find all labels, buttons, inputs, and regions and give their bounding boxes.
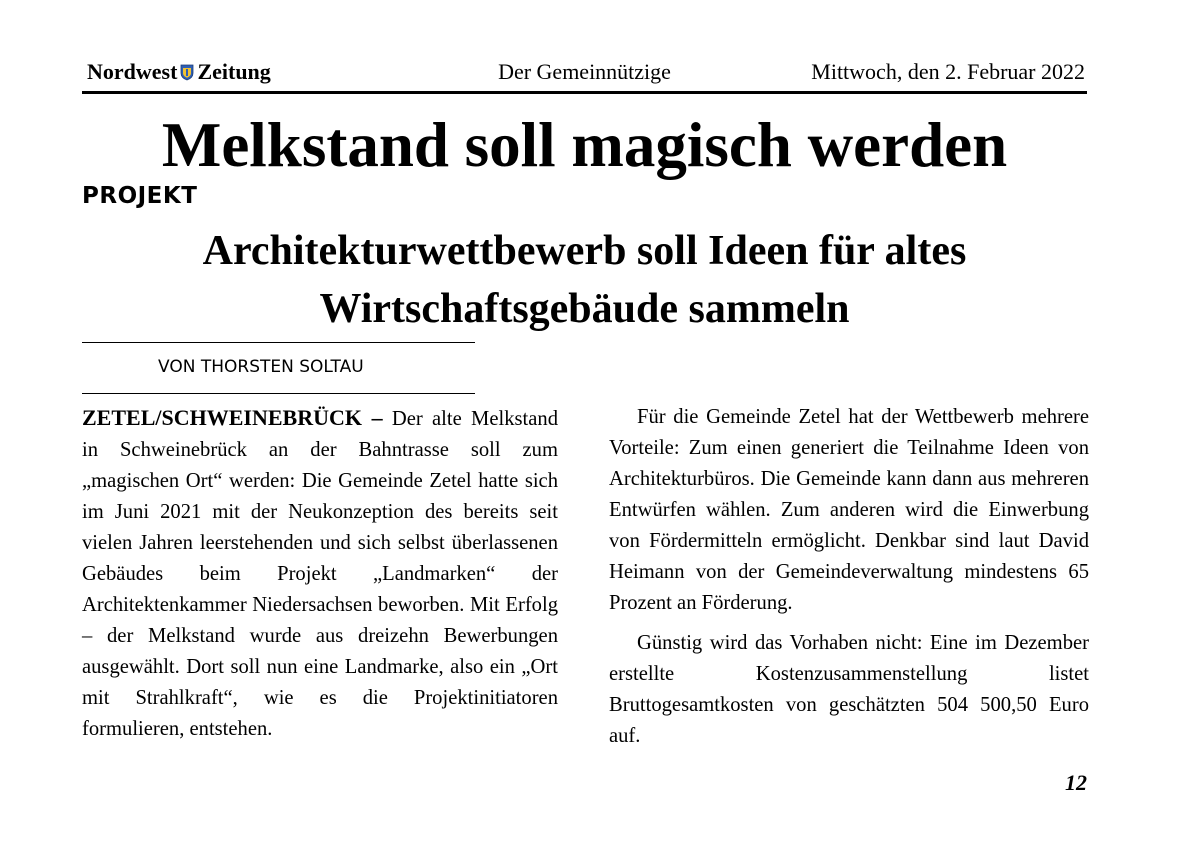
article-column-left <box>82 402 558 745</box>
page-header <box>82 57 1087 94</box>
article-paragraph-2: Für die Gemeinde Zetel hat der Wettbewerb mehrere Vorteile: Zum einen generiert die Teilnahme Ideen von Architekturbüros. Die Gemeinde kann dann aus mehreren Entwürfen wählen. Zum anderen wird die Einwerbung von Fördermitteln ermöglicht. Denkbar sind laut David Heimann von der Gemeindeverwaltung mindestens 65 Prozent an Förderung. <box>609 406 1089 614</box>
article-subheadline: Architekturwettbewerb soll Ideen für altes Wirtschaftsgebäude sammeln <box>202 228 967 332</box>
issue-date: Mittwoch, den 2. Februar 2022 <box>811 59 1085 84</box>
article-headline: Melkstand soll magisch werden <box>161 110 1008 180</box>
article-column-right <box>609 402 1089 752</box>
article-paragraph-1 <box>82 402 558 745</box>
newspaper-name-left: Nordwest <box>87 59 178 84</box>
page-number: 12 <box>1065 770 1087 795</box>
dateline: ZETEL/SCHWEINEBRÜCK – <box>82 405 383 430</box>
byline-box <box>82 342 475 394</box>
article-kicker: PROJEKT <box>82 183 198 209</box>
article-paragraph-3: Günstig wird das Vorhaben nicht: Eine im Dezember erstellte Kostenzusammenstellung listet Bruttogesamtkosten von geschätzten 504 500,50 Euro auf. <box>609 632 1089 747</box>
paragraph-1-text: Der alte Melkstand in Schweinebrück an der Bahntrasse soll zum „magischen Ort“ werden: Die Gemeinde Zetel hatte sich im Juni 2021 mit der Neukonzeption des bereits seit vielen Jahren leerstehenden und sich selbst überlassenen Gebäudes beim Projekt „Landmarken“ der Architektenkammer Niedersachsen beworben. Mit Erfolg – der Melkstand wurde aus dreizehn Bewerbungen ausgewählt. Dort soll nun eine Landmarke, also ein „Ort mit Strahlkraft“, wie es die Projektinitiatoren formulieren, entstehen. <box>82 408 558 740</box>
author-byline: VON THORSTEN SOLTAU <box>158 357 364 377</box>
section-title: Der Gemeinnützige <box>498 59 671 84</box>
newspaper-name-right: Zeitung <box>197 59 271 84</box>
